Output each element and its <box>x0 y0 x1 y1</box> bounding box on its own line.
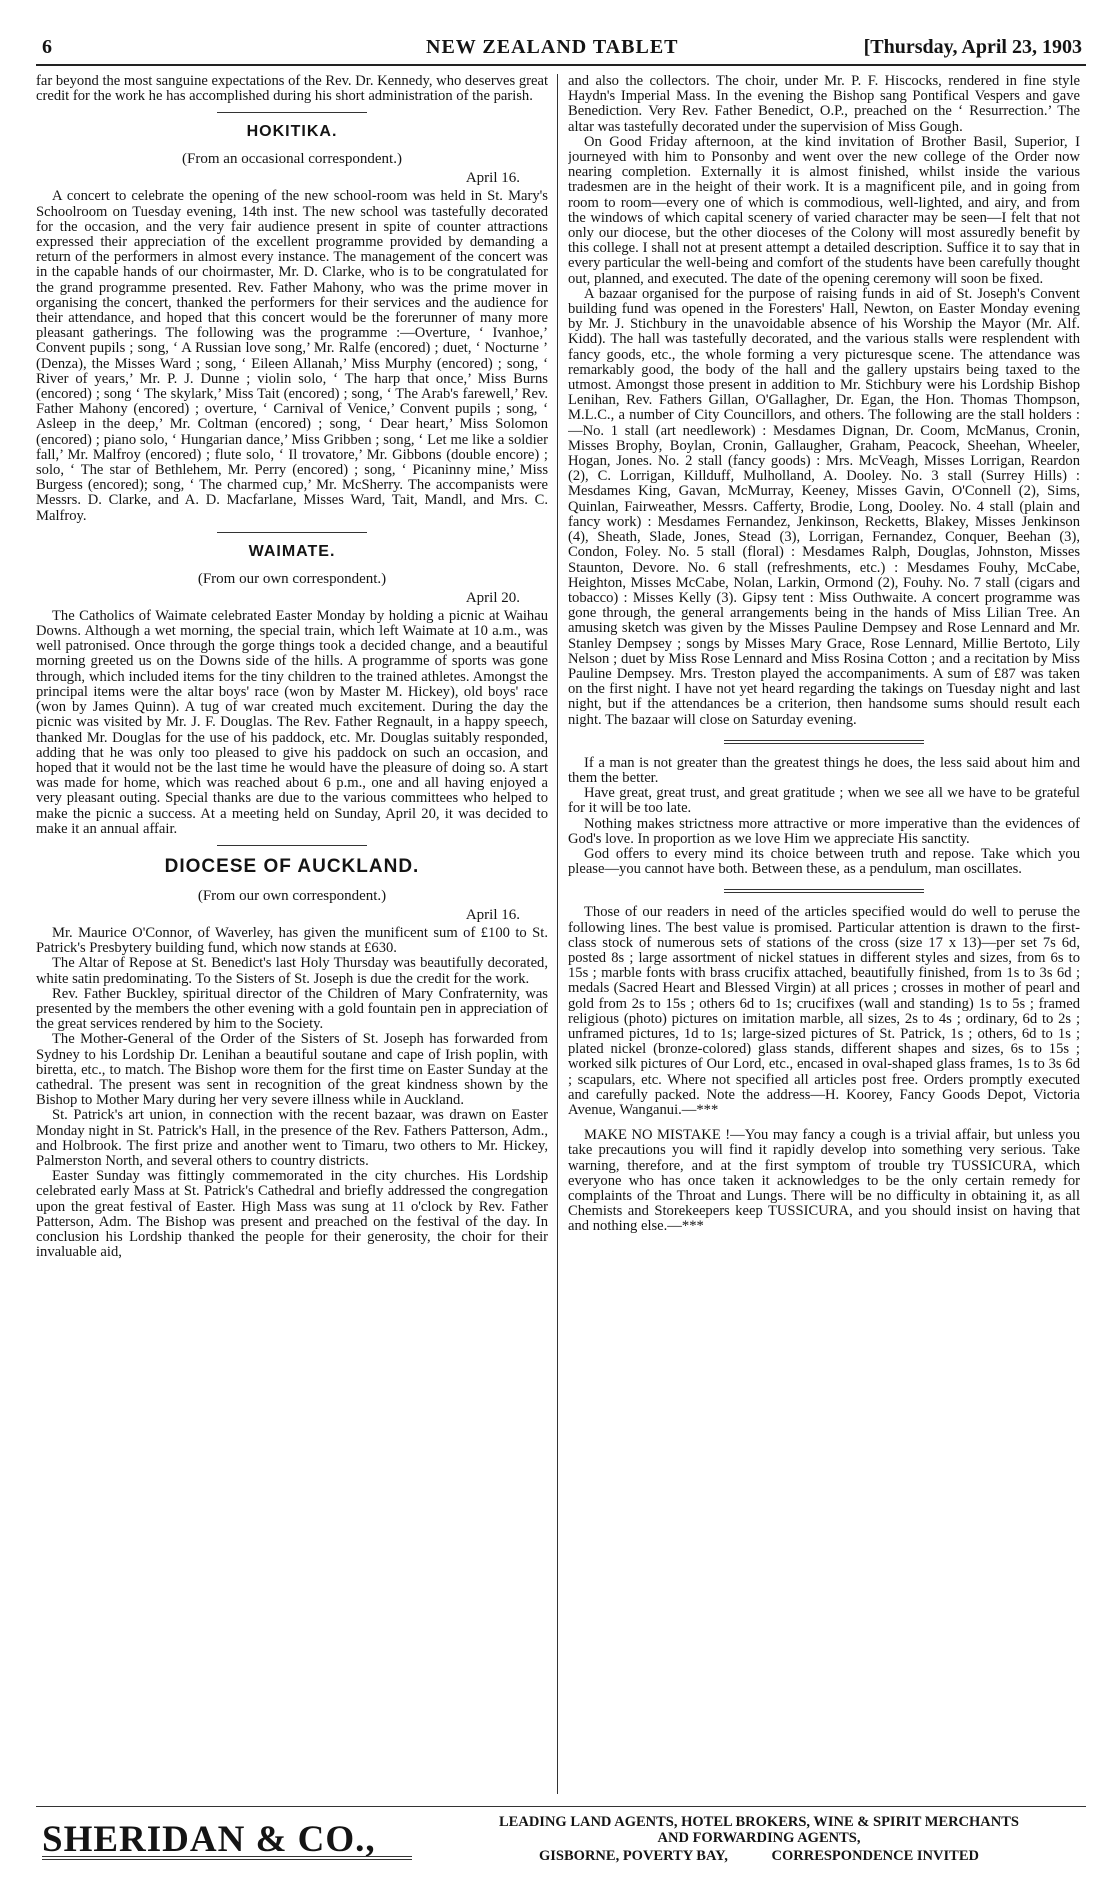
maxim-paragraph: Have great, great trust, and great gratitude ; when we see all we have to be grateful for it will be too late. <box>568 785 1080 817</box>
advert-paragraph: MAKE NO MISTAKE !—You may fancy a cough is a trivial affair, but unless you take precautions you will find it rapidly develop into something very serious. Take warning, therefore, and at the first symptom of trouble try TUSSICURA, which everyone who has once taken it acknowledges to be the only certain remedy for complaints of the Throat and Lungs. There will be no difficulty in obtaining it, as all Chemists and Storekeepers keep TUSSICURA, and you should insist on having that and nothing else.—*** <box>568 1127 1080 1235</box>
firm-line-2: AND FORWARDING AGENTS, <box>657 1830 861 1846</box>
article-paragraph: A bazaar organised for the purpose of raising funds in aid of St. Joseph's Convent building fund was opened in the Foresters' Hall, Newton, on Easter Monday evening by Mr. J. Stichbury in the unavoidable absence of his Worship the Mayor (Mr. Alf. Kidd). The hall was tastefully decorated, and the various stalls were resplendent with fancy goods, etc., the whole forming a very picturesque scene. The attendance was remarkably good, the body of the hall and the gallery upstairs being taxed to the utmost. Amongst those present in addition to Mr. Stichbury were his Lordship Bishop Lenihan, Rev. Fathers Gillan, O'Gallagher, Dr. Egan, the Hon. Thomas Thompson, M.L.C., a number of City Councillors, and others. The following are the stall holders :—No. 1 stall (art needlework) : Mesdames Dignan, Dr. Coom, McManus, Cronin, Misses Brophy, Boylan, Cronin, Gallaugher, Graham, Peacock, Sheehan, Wheeler, Hogan, Jones. No. 2 stall (fancy goods) : Mrs. McVeagh, Misses Lorrigan, Reardon (2), C. Lorrigan, Killduff, Mulholland, A. Dooley. No. 3 stall (Surrey Hills) : Mesdames King, Gavan, McMurray, Keeney, Misses Gavin, O'Connell (2), Sims, Quinlan, Fairweather, Messrs. Cafferty, Brodie, Long, Dooley. No. 4 stall (plain and fancy work) : Mesdames Fernandez, Jenkinson, Recketts, Blakey, Misses Jenkinson (4), Sheath, Slade, Jones, Stead (3), Lorrigan, Fernandez, Conquer, Beehan (3), Condon, Foley. No. 5 stall (floral) : Mesdames Ralph, Douglas, Johnston, Misses Staunton, Devore. No. 6 stall (refreshments, etc.) : Mesdames Fouhy, McCabe, Heighton, Misses McCabe, Nolan, Larkin, Ormond (2), Fouhy. No. 7 stall (cigars and tobacco) : Misses Kelly (3). Gipsy tent : Miss Outhwaite. A concert programme was gone through, the general arrangements being in the hands of Miss Lilian Tree. An amusing sketch was given by the Misses Pauline Dempsey and Rose Lennard and Mr. Stanley Dempsey ; songs by Misses Mary Grace, Rose Lennard, Millie Bertoto, Lily Nelson ; duet by Miss Rose Lennard and Miss Rosina Cotton ; and a recitation by Miss Pauline Dempsey. Mrs. Treston played the accompaniments. A sum of £87 was taken on the first night. I have not yet heard regarding the takings on Tuesday night and last night, but if the attendances be a criterion, then handsome sums should result each night. The bazaar will close on Saturday evening. <box>568 285 1080 728</box>
article-paragraph: Easter Sunday was fittingly commemorated in the city churches. His Lordship celebrated early Mass at St. Patrick's Cathedral and briefly addressed the congregation upon the great festival of Easter. High Mass was sung at 11 o'clock by Rev. Father Patterson, Adm. The Bishop was present and preached on the festival of the day. In conclusion his Lordship thanked the people for their generosity, the choir for their invaluable aid, <box>36 1168 548 1261</box>
advert-paragraph: Those of our readers in need of the articles specified would do well to peruse the following lines. The best value is promised. Particular attention is drawn to the first-class stock of numerous sets of stations of the cross (size 17 x 13)—per set 7s 6d, posted 8s ; large assortment of nickel statues in different styles and sizes, from 6s to 15s ; marble fonts with brass crucifix attached, beautifully finished, from 1s to 3s 6d ; medals (Sacred Heart and Blessed Virgin) at all prices ; crosses in mother of pearl and gold from 2s to 15s ; others 6d to 1s; crucifixes (wall and standing) 1s to 5s ; framed religious (photo) pictures on imitation marble, all sizes, 2s to 4s ; ordinary, 6d to 2s ; unframed pictures, 1d to 1s; large-sized pictures of St. Patrick, 1s ; others, 6d to 1s ; plated nickel (bronze-colored) glass stands, different shapes and sizes, 6s to 15s ; worked silk pictures of Our Lord, etc., encased in oval-shaped glass frames, 1s to 3s 6d ; scapulars, etc. Where not specified all articles post free. Orders promptly executed and carefully packed. Note the address—H. Koorey, Fancy Goods Depot, Victoria Avenue, Wanganui.—*** <box>568 904 1080 1118</box>
article-paragraph: St. Patrick's art union, in connection with the recent bazaar, was drawn on Easter Monday night in St. Patrick's Hall, in the presence of the Rev. Fathers Patterson, Adm., and Holbrook. The first prize and another went to Timaru, two others to Mr. Hickey, Palmerston North, and several others to country districts. <box>36 1107 548 1169</box>
article-paragraph: A concert to celebrate the opening of the new school-room was held in St. Mary's Schoolroom on Tuesday evening, 14th inst. The new school was tastefully decorated for the occasion, and the very fair audience present in spite of counter attractions expressed their appreciation of the excellent programme provided by demanding a return of the performers in almost every instance. The management of the concert was in the capable hands of our choirmaster, Mr. D. Clarke, who is to be congratulated for the grand programme presented. Rev. Father Mahony, who was the prime mover in organising the concert, thanked the performers for their services and the audience for their attendance, and hoped that this concert would be the forerunner of many more pleasant gatherings. The following was the programme :—Overture, ‘ Ivanhoe,’ Convent pupils ; song, ‘ A Russian love song,’ Mr. Ralfe (encored) ; duet, ‘ Nocturne ’ (Denza), the Misses Ward ; song, ‘ Eileen Allanah,’ Miss Murphy (encored) ; song, ‘ River of years,’ Mr. P. J. Dunne ; violin solo, ‘ The harp that once,’ Miss Burns (encored) ; song ‘ The skylark,’ Miss Tait (encored) ; song, ‘ The Arab's farewell,’ Rev. Father Mahony (encored) ; overture, ‘ Carnival of Venice,’ Convent pupils ; song, ‘ Asleep in the deep,’ Mr. Coltman (encored) ; song, ‘ Dear heart,’ Miss Solomon (encored) ; piano solo, ‘ Hungarian dance,’ Miss Gribben ; song, ‘ Let me like a soldier fall,’ Mr. Malfroy (encored) ; flute solo, ‘ Il trovatore,’ Mr. Gibbons (double encore) ; solo, ‘ The star of Bethlehem, Mr. Perry (encored) ; song, ‘ Picaninny mine,’ Miss Burgess (encored); song, ‘ The charmed cup,’ Mr. McSherry. The accompanists were Messrs. D. Clarke, and A. D. Macfarlane, Misses Ward, Tait, Mandl, and Mrs. C. Malfroy. <box>36 188 548 524</box>
firm-description <box>434 1814 1084 1864</box>
correspondence-invited: CORRESPONDENCE INVITED <box>771 1848 979 1864</box>
firm-name: SHERIDAN & CO., <box>42 1819 376 1860</box>
section-heading-hokitika: HOKITIKA. <box>246 123 338 141</box>
right-column <box>568 74 1080 1794</box>
correspondent-line: (From an occasional correspondent.) <box>182 151 402 168</box>
article-paragraph: Mr. Maurice O'Connor, of Waverley, has given the munificent sum of £100 to St. Patrick's Presbytery building fund, which now stands at £630. <box>36 924 548 957</box>
section-heading-auckland: DIOCESE OF AUCKLAND. <box>164 855 420 877</box>
firm-location: GISBORNE, POVERTY BAY, <box>539 1848 728 1864</box>
newspaper-page <box>36 30 1086 1870</box>
firm-line-3 <box>434 1848 1084 1864</box>
page-header <box>36 36 1086 64</box>
section-divider <box>724 740 924 744</box>
section-divider <box>217 532 367 533</box>
section-divider <box>217 845 367 846</box>
firm-underline <box>42 1856 412 1860</box>
article-paragraph: The Mother-General of the Order of the Sisters of St. Joseph has forwarded from Sydney to his Lordship Dr. Lenihan a beautiful soutane and cape of Irish poplin, with biretta, etc., to match. The Bishop wore them for the first time on Easter Sunday at the cathedral. The present was sent in recognition of the great kindness shown by the Bishop to Mother Mary during her very severe illness while in Auckland. <box>36 1031 548 1109</box>
maxim-paragraph: God offers to every mind its choice between truth and repose. Take which you please—you cannot have both. Between these, as a pendulum, man oscillates. <box>568 845 1080 878</box>
dateline: April 16. <box>465 906 520 923</box>
column-divider <box>557 74 558 1794</box>
article-paragraph: On Good Friday afternoon, at the kind invitation of Brother Basil, Superior, I journeyed with him to Ponsonby and went over the new college of the Order now nearing completion. Externally it is almost finished, whilst inside the various tradesmen are in the height of their work. It is a magnificent pile, and in going from room to room—every one of which is commodious, well-lighted, and airy, and from the windows of which capital scenery of varied character may be seen—I felt that not only our diocese, but the other dioceses of the Colony will most assuredly benefit by this college. I shall not at present attempt a detailed description. Suffice it to say that in every particular the well-being and comfort of the students have been carefully thought out, planned, and executed. The date of the opening ceremony will soon be fixed. <box>568 133 1080 287</box>
section-divider <box>217 112 367 113</box>
left-column <box>36 74 548 1794</box>
footer-rule <box>36 1806 1086 1807</box>
article-paragraph: Rev. Father Buckley, spiritual director of the Children of Mary Confraternity, was presented by the members the other evening with a gold fountain pen in appreciation of the great services rendered by him to the Society. <box>36 985 548 1033</box>
dateline: April 20. <box>465 589 520 606</box>
section-heading-waimate: WAIMATE. <box>248 542 336 560</box>
article-paragraph: The Catholics of Waimate celebrated Easter Monday by holding a picnic at Waihau Downs. Although a wet morning, the special train, which left Waimate at 10 a.m., was well patronised. Once through the gorge things took a decided change, and a beautiful morning greeted us on the Downs side of the hills. A programme of sports was gone through, which included items for the tiny children to the trained athletes. Amongst the principal items were the altar boys' race (won by Master M. Hickey), old boys' race (won by James Quinn). A tug of war created much excitement. During the day the picnic was visited by Mr. J. F. Douglas. The Rev. Father Regnault, in a happy speech, thanked Mr. Douglas for the use of his paddock, etc. Mr. Douglas suitably responded, adding that he was only too pleased to give his paddock on such an occasion, and hoped that it would not be the last time he would have the pleasure of doing so. A start was made for home, which was reached about 6 p.m., one and all having enjoyed a very pleasant outing. Special thanks are due to the various committees who helped to make the picnic a success. At a meeting held on Sunday, April 20, it was decided to make it an annual affair. <box>36 607 548 837</box>
maxim-paragraph: Nothing makes strictness more attractive or more imperative than the evidences of God's love. In proportion as we love Him we appreciate His sanctity. <box>568 815 1080 847</box>
article-paragraph: and also the collectors. The choir, under Mr. P. F. Hiscocks, rendered in fine style Haydn's Imperial Mass. In the evening the Bishop sang Pontifical Vespers and gave Benediction. Very Rev. Father Benedict, O.P., preached on the ‘ Resurrection.’ The altar was tastefully decorated under the supervision of Miss Gough. <box>568 74 1080 135</box>
section-divider <box>724 889 924 893</box>
page-number: 6 <box>42 36 52 58</box>
header-rule <box>36 64 1086 66</box>
footer-advert <box>36 1806 1086 1866</box>
issue-date: [Thursday, April 23, 1903 <box>863 36 1082 58</box>
correspondent-line: (From our own correspondent.) <box>197 570 387 587</box>
correspondent-line: (From our own correspondent.) <box>197 887 387 904</box>
firm-line-1: LEADING LAND AGENTS, HOTEL BROKERS, WINE & SPIRIT MERCHANTS <box>499 1814 1019 1830</box>
continuation-paragraph: far beyond the most sanguine expectations of the Rev. Dr. Kennedy, who deserves great credit for the work he has accomplished during his short administration of the parish. <box>36 74 548 105</box>
article-paragraph: The Altar of Repose at St. Benedict's last Holy Thursday was beautifully decorated, white satin predominating. To the Sisters of St. Joseph is due the credit for the work. <box>36 955 548 987</box>
maxim-paragraph: If a man is not greater than the greatest things he does, the less said about him and them the better. <box>568 754 1080 786</box>
masthead: NEW ZEALAND TABLET <box>426 36 679 58</box>
dateline: April 16. <box>465 170 520 187</box>
